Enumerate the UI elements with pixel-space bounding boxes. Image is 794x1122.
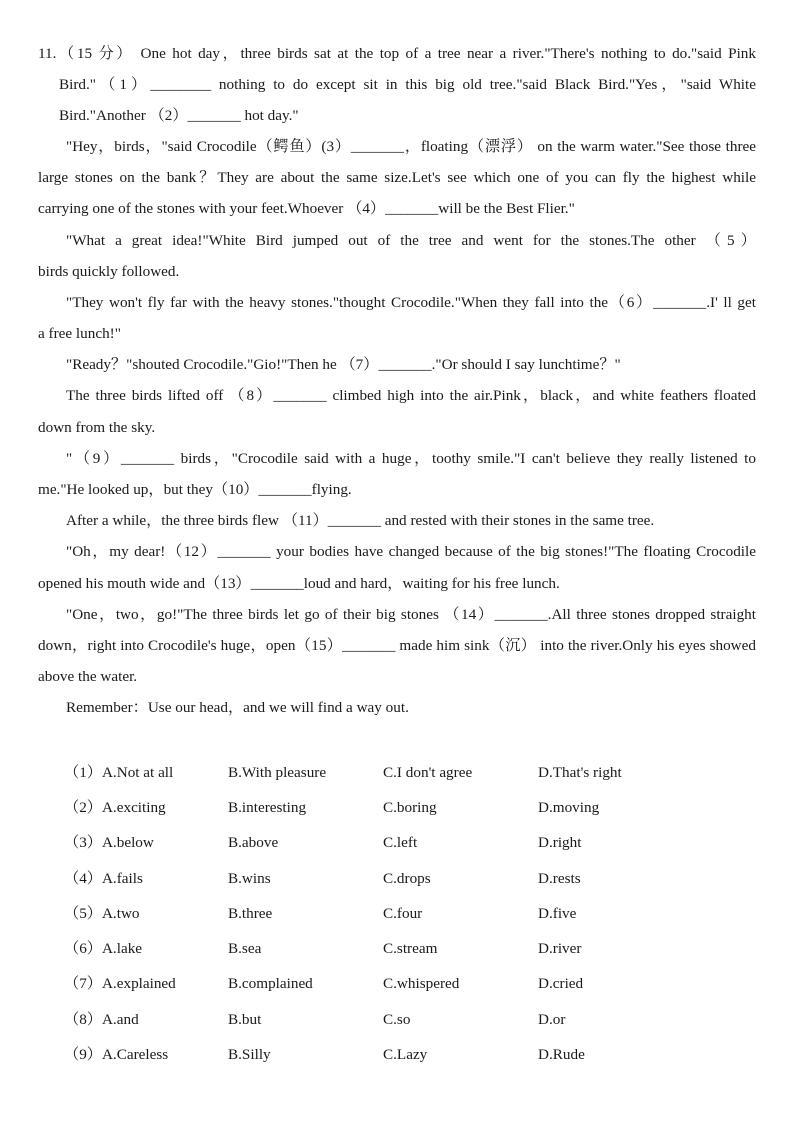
passage-line: down from the sky. [38, 419, 156, 436]
option-a[interactable]: （2）A.exciting [64, 799, 166, 816]
option-a[interactable]: （4）A.fails [64, 870, 143, 887]
option-c[interactable]: C.stream [383, 940, 438, 957]
option-d[interactable]: D.Rude [538, 1046, 585, 1063]
option-a[interactable]: （9）A.Careless [64, 1046, 169, 1063]
passage-line: 11.（15 分） One hot day，three birds sat at the top of a tree near a river."There's nothing to do."said Pink [38, 45, 756, 62]
option-c[interactable]: C.drops [383, 870, 431, 887]
passage-line: birds quickly followed. [38, 263, 180, 280]
option-d[interactable]: D.right [538, 834, 582, 851]
option-row [0, 903, 794, 925]
option-b[interactable]: B.above [228, 834, 279, 851]
option-a[interactable]: （6）A.lake [64, 940, 143, 957]
option-d[interactable]: D.or [538, 1011, 566, 1028]
option-b[interactable]: B.but [228, 1011, 262, 1028]
option-row [0, 1044, 794, 1066]
option-d[interactable]: D.five [538, 905, 577, 922]
option-b[interactable]: B.three [228, 905, 273, 922]
passage-line: "（9）_______ birds，"Crocodile said with a huge，toothy smile."I can't believe they really listened to [66, 450, 756, 467]
option-a[interactable]: （1）A.Not at all [64, 764, 174, 781]
option-c[interactable]: C.whispered [383, 975, 460, 992]
option-row [0, 868, 794, 890]
passage-line: above the water. [38, 668, 138, 685]
option-d[interactable]: D.rests [538, 870, 581, 887]
passage-line: carrying one of the stones with your feet.Whoever （4）_______will be the Best Flier." [38, 200, 575, 217]
option-b[interactable]: B.complained [228, 975, 313, 992]
option-b[interactable]: B.sea [228, 940, 262, 957]
option-c[interactable]: C.Lazy [383, 1046, 428, 1063]
passage-line: "Oh，my dear!（12）_______ your bodies have changed because of the big stones!"The floating Crocodile [66, 543, 756, 560]
option-a[interactable]: （8）A.and [64, 1011, 139, 1028]
passage-line: "Hey，birds，"said Crocodile（鳄鱼）(3）_______，floating（漂浮） on the warm water."See those three [66, 138, 756, 155]
option-a[interactable]: （3）A.below [64, 834, 154, 851]
option-a[interactable]: （7）A.explained [64, 975, 176, 992]
option-c[interactable]: C.four [383, 905, 423, 922]
option-d[interactable]: D.moving [538, 799, 600, 816]
passage-line: The three birds lifted off （8）_______ climbed high into the air.Pink，black，and white feathers floated [66, 387, 756, 404]
passage-line: me."He looked up，but they（10）_______flying. [38, 481, 352, 498]
passage-line: Bird."（1）________ nothing to do except sit in this big old tree."said Black Bird."Yes，"said White [59, 76, 756, 93]
passage-line: Remember：Use our head，and we will find a way out. [66, 699, 409, 716]
passage-line: "Ready？"shouted Crocodile."Gio!"Then he （7）_______."Or should I say lunchtime？" [66, 356, 621, 373]
option-b[interactable]: B.Silly [228, 1046, 271, 1063]
option-row [0, 762, 794, 784]
option-b[interactable]: B.wins [228, 870, 271, 887]
option-c[interactable]: C.I don't agree [383, 764, 473, 781]
option-d[interactable]: D.That's right [538, 764, 622, 781]
passage-line: After a while，the three birds flew （11）_______ and rested with their stones in the same tree. [66, 512, 655, 529]
passage-line: a free lunch!" [38, 325, 121, 342]
passage-line: large stones on the bank？They are about the same size.Let's see which one of you can fly the highest while [38, 169, 756, 186]
passage-line: down，right into Crocodile's huge，open（15）_______ made him sink（沉） into the river.Only his eyes showed [38, 637, 756, 654]
passage-line: "What a great idea!"White Bird jumped out of the tree and went for the stones.The other （5） [66, 232, 756, 249]
passage-line: "One，two，go!"The three birds let go of their big stones （14）_______.All three stones dropped straight [66, 606, 756, 623]
option-d[interactable]: D.cried [538, 975, 584, 992]
passage-line: "They won't fly far with the heavy stones."thought Crocodile."When they fall into the（6）_______.I' ll get [66, 294, 756, 311]
option-c[interactable]: C.boring [383, 799, 437, 816]
option-row [0, 938, 794, 960]
option-c[interactable]: C.so [383, 1011, 411, 1028]
option-c[interactable]: C.left [383, 834, 418, 851]
option-row [0, 832, 794, 854]
passage-line: Bird."Another （2）_______ hot day." [59, 107, 299, 124]
option-row [0, 973, 794, 995]
option-row [0, 797, 794, 819]
option-b[interactable]: B.interesting [228, 799, 307, 816]
passage-line: opened his mouth wide and（13）_______loud and hard，waiting for his free lunch. [38, 575, 560, 592]
option-a[interactable]: （5）A.two [64, 905, 140, 922]
option-row [0, 1009, 794, 1031]
option-d[interactable]: D.river [538, 940, 582, 957]
option-b[interactable]: B.With pleasure [228, 764, 327, 781]
